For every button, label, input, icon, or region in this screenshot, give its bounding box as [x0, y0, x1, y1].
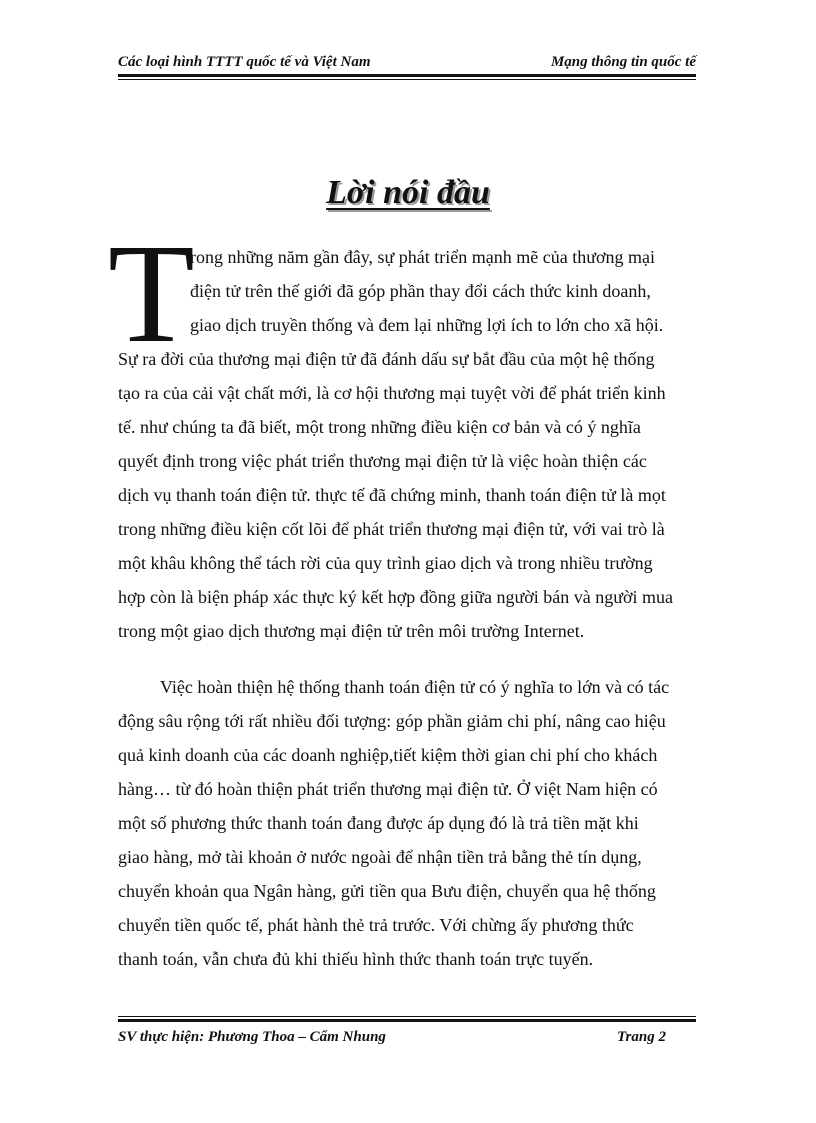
- text-line: hàng… từ đó hoàn thiện phát triển thương mại điện tử. Ở việt Nam hiện có: [118, 779, 658, 799]
- header-rule-thin: [118, 79, 696, 80]
- text-line: dịch vụ thanh toán điện tử. thực tế đã chứng minh, thanh toán điện tử là mọt: [118, 485, 666, 505]
- paragraph-1-body: [118, 342, 673, 648]
- text-line: chuyển khoản qua Ngân hàng, gửi tiền qua Bưu điện, chuyển qua hệ thống: [118, 881, 656, 901]
- text-line: hợp còn là biện pháp xác thực ký kết hợp đồng giữa người bán và người mua: [118, 587, 673, 607]
- text-line: Việc hoàn thiện hệ thống thanh toán điện tử có ý nghĩa to lớn và có tác: [160, 677, 670, 697]
- text-line: động sâu rộng tới rất nhiều đối tượng: góp phần giảm chi phí, nâng cao hiệu: [118, 711, 666, 731]
- header-document-title: Các loại hình TTTT quốc tế và Việt Nam: [118, 54, 371, 70]
- text-line: chuyển tiền quốc tế, phát hành thẻ trả trước. Với chừng ấy phương thức: [118, 915, 634, 935]
- footer-authors: SV thực hiện: Phương Thoa – Cẩm Nhung: [118, 1029, 386, 1045]
- text-line: giao hàng, mở tài khoản ở nước ngoài để nhận tiền trả bằng thẻ tín dụng,: [118, 847, 642, 867]
- text-line: quyết định trong việc phát triển thương mại điện tử là việc hoàn thiện các: [118, 451, 647, 471]
- text-line: điện tử trên thế giới đã góp phần thay đổi cách thức kinh doanh,: [190, 281, 651, 301]
- header-section-title: Mạng thông tin quốc tế: [550, 54, 696, 70]
- page-title: Lời nói đầu: [326, 174, 490, 211]
- drop-cap-letter: T: [108, 214, 195, 372]
- text-line: quả kinh doanh của các doanh nghiệp,tiết kiệm thời gian chi phí cho khách: [118, 745, 658, 765]
- page-header: [118, 52, 696, 72]
- footer-rule-thick: [118, 1019, 696, 1022]
- text-line: một số phương thức thanh toán đang được áp dụng đó là trả tiền mặt khi: [118, 813, 639, 833]
- paragraph-2-body: [118, 670, 669, 976]
- header-rule-thick: [118, 74, 696, 77]
- page-footer: [118, 1026, 666, 1048]
- text-line: trong một giao dịch thương mại điện tử trên môi trường Internet.: [118, 621, 585, 641]
- text-line: thanh toán, vẫn chưa đủ khi thiếu hình thức thanh toán trực tuyến.: [118, 949, 594, 969]
- text-line: tạo ra của cải vật chất mới, là cơ hội thương mại tuyệt vời để phát triển kinh: [118, 383, 666, 403]
- footer-page-number: Trang 2: [616, 1029, 666, 1045]
- text-line: rong những năm gần đây, sự phát triển mạnh mẽ của thương mại: [190, 247, 656, 267]
- text-line: Sự ra đời của thương mại điện tử đã đánh dấu sự bắt đầu của một hệ thống: [118, 349, 655, 369]
- paragraph-1-dropcap-lines: [190, 240, 663, 342]
- text-line: tế. như chúng ta đã biết, một trong những điều kiện cơ bản và có ý nghĩa: [118, 417, 641, 437]
- text-line: trong những điều kiện cốt lõi để phát triển thương mại điện tử, với vai trò là: [118, 519, 665, 539]
- text-line: một khâu không thể tách rời của quy trình giao dịch và trong nhiều trường: [118, 553, 653, 573]
- footer-rule-thin: [118, 1016, 696, 1017]
- text-line: giao dịch truyền thống và đem lại những lợi ích to lớn cho xã hội.: [190, 315, 664, 335]
